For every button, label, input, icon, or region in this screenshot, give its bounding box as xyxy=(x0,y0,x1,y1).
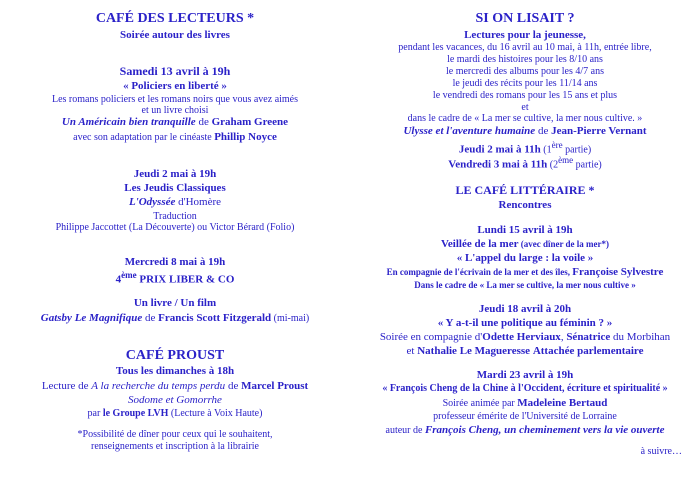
event-date: Samedi 13 avril à 19h xyxy=(119,64,231,78)
author-name: Homère xyxy=(185,196,222,208)
cafe-proust-title: CAFÉ PROUST xyxy=(125,348,225,363)
film-title: Gatsby Le Magnifique xyxy=(40,312,143,324)
event-context: Dans le cadre de « La mer se cultive, la mer nous cultive » xyxy=(414,280,636,290)
continued-note: à suivre… xyxy=(640,446,682,457)
host-name: Madeleine Bertaud xyxy=(517,397,608,409)
event-title: « Policiers en liberté » xyxy=(123,80,227,92)
cafe-proust-schedule: Tous les dimanches à 18h xyxy=(115,365,235,377)
book-title: Un Américain bien tranquille xyxy=(61,116,196,128)
work-title: L'Odyssée xyxy=(128,196,176,208)
event-guest: Soirée en compagnie d'Odette Herviaux, Sénatrice du Morbihan xyxy=(379,331,671,343)
session-date: Vendredi 3 mai à 11h (2ème partie) xyxy=(448,155,602,171)
event-title: Un livre / Un film xyxy=(133,297,217,309)
footnote: *Possibilité de dîner pour ceux qui le souhaitent, xyxy=(77,429,273,440)
event-work-line: L'Odyssée d'Homère xyxy=(128,196,222,208)
host-role: professeur émérite de l'Université de Lorraine xyxy=(433,411,617,422)
cafe-proust-group: par le Groupe LVH (Lecture à Voix Haute) xyxy=(87,408,263,419)
prize-title: 4ème PRIX LIBER & CO xyxy=(115,270,235,286)
event-guest: et Nathalie Le Magueresse Attachée parlementaire xyxy=(406,345,644,357)
host-book: auteur de François Cheng, un cheminement vers la vie ouverte xyxy=(385,424,665,436)
cafe-litteraire-title: LE CAFÉ LITTÉRAIRE * xyxy=(455,183,595,197)
group-name: le Groupe LVH xyxy=(102,408,169,419)
event-title: « Y a-t-il une politique au féminin ? » xyxy=(437,317,613,329)
event-book-line: Un Américain bien tranquille de Graham Greene xyxy=(61,116,289,128)
event-quote: « L'appel du large : la voile » xyxy=(456,252,594,264)
book-line: Ulysse et l'aventure humaine de Jean-Pierre Vernant xyxy=(403,125,647,137)
guest-name: Françoise Sylvestre xyxy=(572,266,664,278)
book-title: François Cheng, un cheminement vers la vie ouverte xyxy=(424,424,665,436)
cafe-lecteurs-title: CAFÉ DES LECTEURS * xyxy=(95,11,255,26)
guest-name: Nathalie Le Magueresse xyxy=(417,345,531,357)
program-line: dans le cadre de « La mer se cultive, la mer nous cultive. » xyxy=(407,113,643,124)
footnote: renseignements et inscription à la librairie xyxy=(91,441,259,452)
si-on-lisait-subtitle: Lectures pour la jeunesse, xyxy=(464,29,586,41)
program-line: le jeudi des récits pour les 11/14 ans xyxy=(452,78,598,89)
program-line: le mercredi des albums pour les 4/7 ans xyxy=(445,66,604,77)
event-date: Lundi 15 avril à 19h xyxy=(477,224,573,236)
event-adaptation: avec son adaptation par le cinéaste Phillip Noyce xyxy=(73,131,277,143)
program-line: et xyxy=(521,102,529,113)
author-name: Jean-Pierre Vernant xyxy=(551,125,647,137)
author-name: Francis Scott Fitzgerald xyxy=(158,312,272,324)
author-name: Marcel Proust xyxy=(241,380,309,392)
author-name: Graham Greene xyxy=(211,116,289,128)
film-line: Gatsby Le Magnifique de Francis Scott Fitzgerald (mi-mai) xyxy=(40,312,310,324)
cafe-lecteurs-subtitle: Soirée autour des livres xyxy=(120,29,230,41)
program-line: le vendredi des romans pour les 15 ans et plus xyxy=(432,90,618,101)
book-volume: Sodome et Gomorrhe xyxy=(128,394,222,406)
event-date: Mercredi 8 mai à 19h xyxy=(124,256,226,268)
director-name: Phillip Noyce xyxy=(214,131,277,143)
event-desc: Les romans policiers et les romans noirs que vous avez aimés xyxy=(51,94,299,105)
event-title: Veillée de la mer (avec dîner de la mer*) xyxy=(440,238,610,250)
program-line: pendant les vacances, du 16 avril au 10 mai, à 11h, entrée libre, xyxy=(398,42,652,53)
event-desc: et un livre choisi xyxy=(141,105,209,116)
si-on-lisait-title: SI ON LISAIT ? xyxy=(475,11,575,26)
cafe-litteraire-subtitle: Rencontres xyxy=(498,199,552,211)
event-title: Les Jeudis Classiques xyxy=(124,182,226,194)
event-date: Jeudi 2 mai à 19h xyxy=(133,168,217,180)
event-guest: En compagnie de l'écrivain de la mer et des îles, Françoise Sylvestre xyxy=(386,266,664,278)
event-title: « François Cheng de la Chine à l'Occident, écriture et spiritualité » xyxy=(382,383,668,394)
book-title: A la recherche du temps perdu xyxy=(91,380,226,392)
translators: Philippe Jaccottet (La Découverte) ou Victor Bérard (Folio) xyxy=(55,222,295,233)
book-title: Ulysse et l'aventure humaine xyxy=(403,125,536,137)
translation-label: Traduction xyxy=(153,211,197,222)
program-line: le mardi des histoires pour les 8/10 ans xyxy=(447,54,603,65)
event-host: Soirée animée par Madeleine Bertaud xyxy=(442,397,608,409)
event-date: Mardi 23 avril à 19h xyxy=(476,369,574,381)
cafe-proust-lecture: Lecture de A la recherche du temps perdu de Marcel Proust xyxy=(41,380,309,392)
session-date: Jeudi 2 mai à 11h (1ère partie) xyxy=(458,140,592,156)
guest-name: Odette Herviaux xyxy=(482,331,561,343)
event-date: Jeudi 18 avril à 20h xyxy=(478,303,572,315)
